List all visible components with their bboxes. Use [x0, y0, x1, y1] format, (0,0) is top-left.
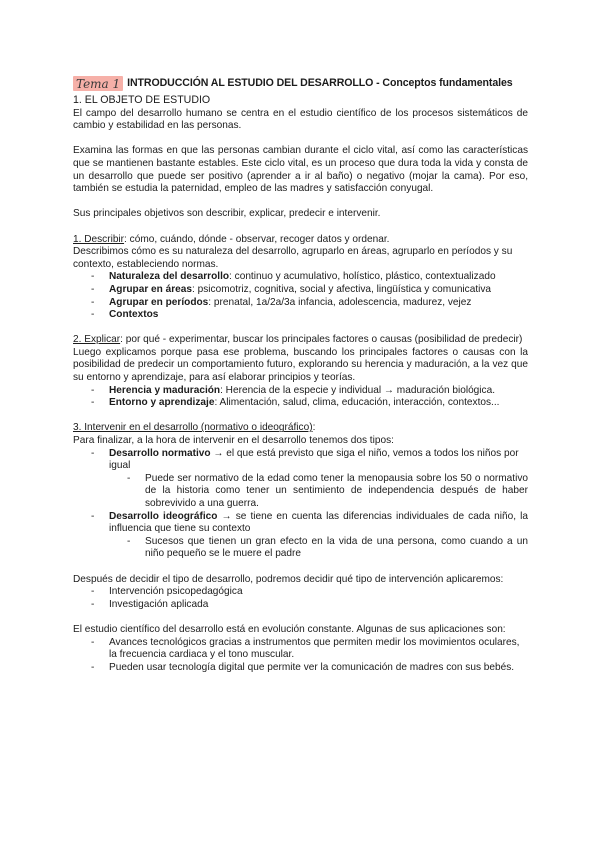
- explicar-paragraph: Luego explicamos porque pasa ese problema, buscando los principales factores o causas con la posibilidad de predecir un comportamiento futuro, explorando su herencia y maduración, a la vez que su entorno y aprendizaje, para así elaborar principios y teorías.: [73, 346, 528, 384]
- list-item: - Agrupar en períodos: prenatal, 1a/2a/3a infancia, adolescencia, madurez, vejez: [91, 296, 472, 308]
- list-item: - Contextos: [91, 309, 159, 321]
- cycle-paragraph: Examina las formas en que las personas cambian durante el ciclo vital, así como las características que se mantienen bastante estables. Este ciclo vital, es un proceso que dura toda la vida y consta de un desarrollo que puede ser positivo (aprender a ir al baño) o negativo (mojar la cama). Por eso, también se estudia la paternidad, empleo de las madres y satisfacción conyugal.: [73, 145, 528, 195]
- objectives-paragraph: Sus principales objetivos son describir, explicar, predecir e intervenir.: [73, 208, 381, 220]
- sub-list-item: - Puede ser normativo de la edad como tener la menopausia sobre los 50 o normativo de la historia como tener un sentimiento de independencia después de haber sobrevivido a una guerra.: [127, 472, 528, 509]
- intro-paragraph: El campo del desarrollo humano se centra en el estudio científico de los procesos sistemáticos de cambio y estabilidad en las personas.: [73, 107, 528, 132]
- intervention-paragraph: Después de decidir el tipo de desarrollo, podremos decidir qué tipo de intervención aplicaremos:: [73, 573, 504, 585]
- bullet-dash: -: [91, 598, 95, 610]
- topic-tag: Tema 1: [73, 76, 123, 91]
- sub-bullet-dash: -: [127, 535, 131, 547]
- sub-bullet-dash: -: [127, 472, 131, 484]
- bullet-dash: -: [91, 271, 95, 283]
- list-item: - Agrupar en áreas: psicomotriz, cognitiva, social y afectiva, lingüística y comunicativa: [91, 283, 492, 295]
- list-item: - Investigación aplicada: [91, 598, 209, 610]
- explicar-list: [73, 385, 528, 410]
- list-item: - Herencia y maduración: Herencia de la especie y individual → maduración biológica.: [91, 384, 496, 396]
- document-title: [73, 76, 528, 91]
- normativo-sublist: [109, 473, 528, 511]
- bullet-dash: -: [91, 283, 95, 295]
- list-item: - Desarrollo normativo → el que está previsto que siga el niño, vemos a todos los niños por igual - Puede ser normativo de la edad como tener la menopausia sobre los 50 o normativo de la historia como tener un sentimiento de independencia después de haber sobrevivido a una guerra.: [91, 447, 528, 509]
- intervenir-label: 3. Intervenir en el desarrollo (normativo o ideográfico): [73, 422, 313, 434]
- list-item: - Intervención psicopedagógica: [91, 586, 243, 598]
- explicar-label: 2. Explicar: [73, 334, 121, 346]
- intervenir-rest: :: [312, 422, 316, 434]
- intervenir-paragraph: Para finalizar, a la hora de intervenir en el desarrollo tenemos dos tipos:: [73, 435, 394, 447]
- document-content: [73, 76, 528, 674]
- describir-list: [73, 271, 528, 321]
- applications-list: [73, 637, 528, 675]
- describir-heading: [73, 234, 528, 247]
- describir-rest: : cómo, cuándo, dónde - observar, recoger datos y ordenar.: [124, 233, 390, 245]
- intervenir-list: [73, 448, 528, 561]
- bullet-dash: -: [91, 636, 95, 648]
- explicar-heading: [73, 334, 528, 347]
- list-item: - Desarrollo ideográfico → se tiene en cuenta las diferencias individuales de cada niño, la influencia que tiene su contexto - Sucesos que tienen un gran efecto en la vida de una persona, como cuando a un niño pequeño se le muere el padre: [91, 510, 528, 560]
- bullet-dash: -: [91, 510, 95, 522]
- bullet-dash: -: [91, 661, 95, 673]
- describir-label: 1. Describir: [73, 233, 125, 245]
- sub-list-item: - Sucesos que tienen un gran efecto en la vida de una persona, como cuando a un niño pequeño se le muere el padre: [127, 535, 528, 560]
- explicar-rest: : por qué - experimentar, buscar los principales factores o causas (posibilidad de predecir): [120, 334, 523, 346]
- bullet-dash: -: [91, 397, 95, 409]
- title-text: INTRODUCCIÓN AL ESTUDIO DEL DESARROLLO - Conceptos fundamentales: [127, 77, 513, 90]
- intervenir-heading: [73, 422, 528, 435]
- describir-paragraph: Describimos cómo es su naturaleza del desarrollo, agruparlo en áreas, agruparlo en períodos y su contexto, estableciendo normas.: [73, 246, 513, 270]
- list-item: - Entorno y aprendizaje: Alimentación, salud, clima, educación, interacción, contextos...: [91, 397, 500, 409]
- section-heading: 1. EL OBJETO DE ESTUDIO: [73, 94, 211, 106]
- ideografico-sublist: [109, 536, 528, 561]
- bullet-dash: -: [91, 296, 95, 308]
- bullet-dash: -: [91, 384, 95, 396]
- list-item: - Naturaleza del desarrollo: continuo y acumulativo, holístico, plástico, contextualizado: [91, 271, 496, 283]
- list-item: - Avances tecnológicos gracias a instrumentos que permiten medir los movimientos oculares, la frecuencia cardiaca y el tono muscular.: [91, 636, 520, 661]
- intervention-list: [73, 586, 528, 611]
- applications-paragraph: El estudio científico del desarrollo está en evolución constante. Algunas de sus aplicaciones son:: [73, 623, 506, 635]
- bullet-dash: -: [91, 586, 95, 598]
- bullet-dash: -: [91, 309, 95, 321]
- list-item: - Pueden usar tecnología digital que permite ver la comunicación de madres con sus bebés.: [91, 661, 515, 673]
- bullet-dash: -: [91, 447, 95, 459]
